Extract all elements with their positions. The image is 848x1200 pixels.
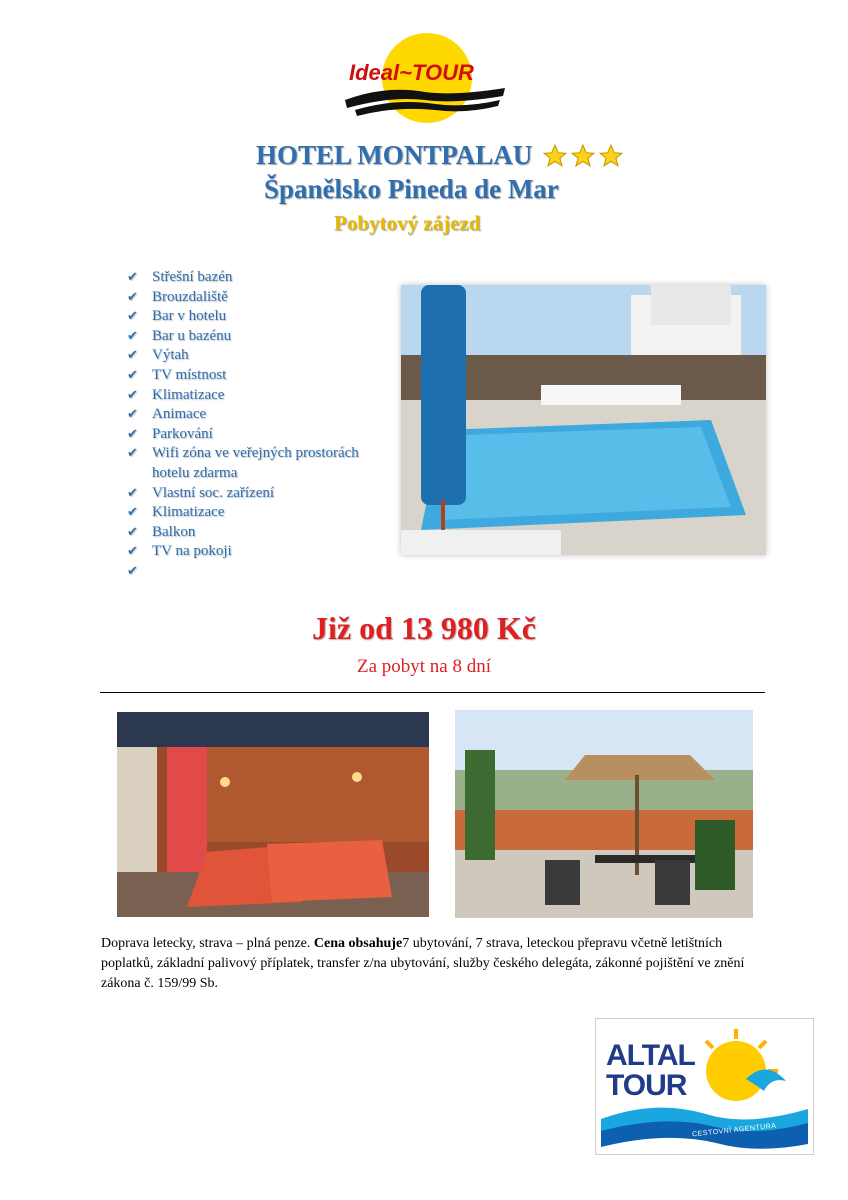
amenity-item — [127, 386, 397, 406]
room-photo — [117, 712, 429, 917]
checkmark-icon: ✔ — [127, 328, 138, 344]
altal-tour-logo-text — [606, 1041, 695, 1101]
amenity-label: Klimatizace — [152, 386, 225, 403]
amenity-item — [127, 366, 397, 386]
amenity-item — [127, 444, 397, 483]
trip-type: Pobytový zájezd — [334, 211, 481, 235]
amenity-item — [127, 484, 397, 504]
amenity-label: Střešní bazén — [152, 269, 233, 285]
amenity-item — [127, 346, 397, 366]
amenity-item — [127, 425, 397, 445]
checkmark-icon: ✔ — [127, 289, 138, 305]
amenity-label: Bar v hotelu — [152, 308, 227, 325]
amenity-label: Bar u bazénu — [152, 327, 232, 344]
amenity-item — [127, 288, 397, 308]
amenity-label: Výtah — [152, 347, 189, 364]
amenity-item — [127, 562, 397, 582]
ideal-tour-logo — [335, 30, 515, 125]
amenity-label: TV místnost — [152, 366, 227, 383]
checkmark-icon: ✔ — [127, 563, 138, 579]
amenity-item — [127, 327, 397, 347]
price-headline: Již od 13 980 Kč — [312, 610, 536, 646]
description-bold-label: Cena obsahuje — [313, 936, 403, 951]
amenity-label: Klimatizace — [152, 504, 225, 521]
checkmark-icon: ✔ — [127, 544, 138, 560]
star-icon — [542, 143, 568, 169]
amenity-label: Balkon — [152, 523, 196, 540]
checkmark-icon: ✔ — [127, 309, 138, 325]
star-icon — [570, 143, 596, 169]
trip-description — [101, 934, 761, 994]
altal-line1: ALTAL — [606, 1039, 695, 1072]
star-icon — [598, 143, 624, 169]
checkmark-icon: ✔ — [127, 387, 138, 403]
amenity-item — [127, 405, 397, 425]
altal-line2: TOUR — [606, 1069, 687, 1102]
checkmark-icon: ✔ — [127, 348, 138, 364]
amenity-item — [127, 542, 397, 562]
checkmark-icon: ✔ — [127, 524, 138, 540]
checkmark-icon: ✔ — [127, 505, 138, 521]
altal-tagline: CESTOVNÍ AGENTURA — [691, 1122, 777, 1139]
amenity-label: TV na pokoji — [152, 543, 232, 560]
amenity-label: Brouzdaliště — [152, 288, 228, 305]
description-intro: Doprava letecky, strava – plná penze. — [101, 936, 314, 951]
checkmark-icon: ✔ — [127, 426, 138, 442]
divider-line — [100, 692, 765, 693]
checkmark-icon: ✔ — [127, 407, 138, 423]
hotel-title — [256, 140, 624, 171]
checkmark-icon: ✔ — [127, 270, 138, 285]
description-details: 7 ubytování, 7 strava, leteckou přepravu včetně letištních poplatků, základní palivový příplatek, transfer z/na ubytování, služby českého delegáta, zákonné pojištění ve znění zákona č. 159/99 Sb. — [101, 936, 745, 991]
logo-text: Ideal~TOUR — [349, 60, 474, 85]
hotel-name: HOTEL MONTPALAU — [256, 140, 533, 170]
amenity-item — [127, 307, 397, 327]
altal-tour-logo — [595, 1018, 814, 1155]
ideal-tour-logo-graphic — [335, 30, 515, 125]
checkmark-icon: ✔ — [127, 446, 138, 462]
amenity-item — [127, 523, 397, 543]
amenity-label: Vlastní soc. zařízení — [152, 484, 275, 501]
checkmark-icon: ✔ — [127, 367, 138, 383]
amenities-list — [127, 268, 397, 582]
amenity-label: Animace — [152, 406, 207, 423]
amenity-item — [127, 268, 397, 288]
amenity-label: Parkování — [152, 425, 213, 442]
location-title: Španělsko Pineda de Mar — [264, 174, 559, 204]
amenity-label: Wifi zóna ve veřejných prostorách hotelu zdarma — [152, 445, 359, 481]
amenity-item — [127, 503, 397, 523]
pool-photo — [401, 285, 766, 555]
checkmark-icon: ✔ — [127, 485, 138, 501]
price-subline: Za pobyt na 8 dní — [356, 656, 492, 677]
terrace-photo — [455, 710, 753, 918]
star-rating — [542, 143, 624, 169]
